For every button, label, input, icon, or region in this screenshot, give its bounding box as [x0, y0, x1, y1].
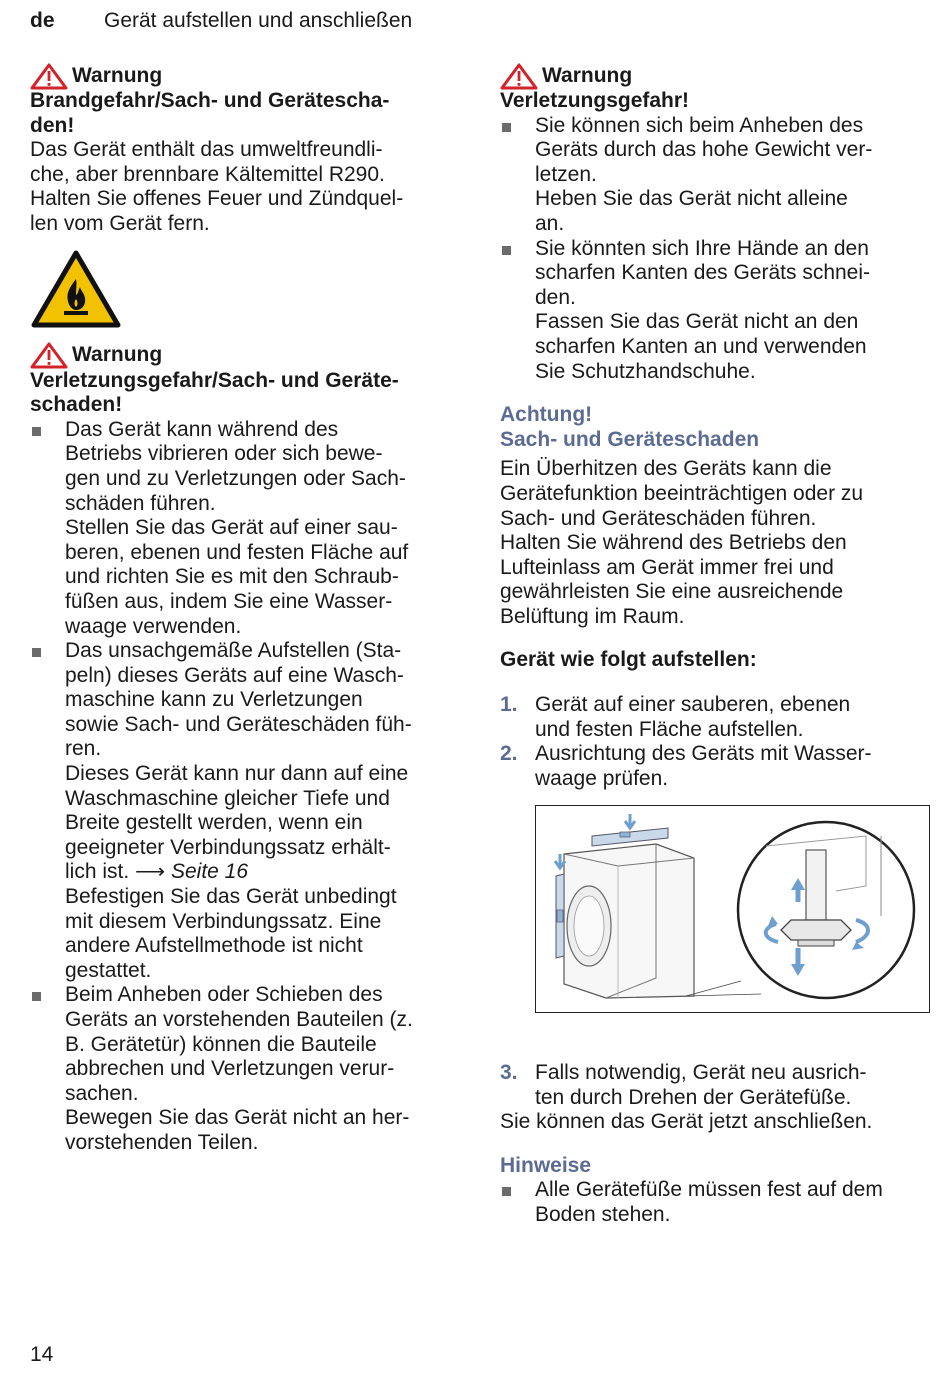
text-line: Lufteinlass am Gerät immer frei und [500, 555, 834, 579]
text-fragment: lich ist. [65, 860, 130, 884]
text-line: mit diesem Verbindungssatz. Eine [65, 909, 382, 933]
connect-text: Sie können das Gerät jetzt anschließen. [500, 1110, 873, 1134]
list-item [30, 983, 470, 1155]
text-line: Gerät auf einer sauberen, ebenen [535, 693, 851, 717]
text-line: len vom Gerät fern. [30, 211, 210, 235]
text-line: an. [535, 211, 565, 235]
page-number: 14 [30, 1343, 54, 1366]
list-item [30, 418, 470, 639]
text-line: Das Gerät enthält das umweltfreundli- [30, 138, 383, 162]
warning-label: Warnung [72, 63, 163, 87]
text-line: Bewegen Sie das Gerät nicht an her- [65, 1106, 410, 1130]
text-line: Sie können sich beim Anheben des [535, 113, 864, 137]
notes-list [500, 1178, 932, 1227]
setup-steps [500, 693, 932, 791]
warning-label: Warnung [542, 63, 633, 87]
warning-text [30, 138, 470, 236]
language-code: de [30, 9, 55, 32]
warning-lifting [500, 63, 932, 384]
text-line: waage prüfen. [535, 766, 669, 790]
step-number: 3. [500, 1061, 518, 1085]
page-header [30, 8, 412, 34]
notes-title: Hinweise [500, 1153, 592, 1177]
left-column [30, 63, 470, 1156]
notes-block [500, 1154, 932, 1228]
section-title: Gerät aufstellen und anschließen [104, 9, 413, 32]
text-line: Halten Sie während des Betriebs den [500, 531, 847, 555]
warning-injury [30, 343, 470, 1156]
text-line: Gerätefunktion beeinträchtigen oder zu [500, 481, 864, 505]
text-line: Boden stehen. [535, 1203, 671, 1226]
text-line: sowie Sach- und Geräteschäden füh- [65, 712, 412, 736]
text-line: Fassen Sie das Gerät nicht an den [535, 310, 859, 334]
text-line: scharfen Kanten an und verwenden [535, 334, 867, 358]
text-line: Stellen Sie das Gerät auf einer sau- [65, 516, 398, 540]
text-line: waage verwenden. [65, 614, 242, 638]
warning-heading: Verletzungsgefahr/Sach- und Geräte- [30, 368, 399, 392]
text-line: Beim Anheben oder Schieben des [65, 983, 383, 1007]
dryer-leveling-illustration [535, 805, 930, 1013]
warning-triangle-icon [30, 63, 68, 90]
text-line: Sie könnten sich Ihre Hände an den [535, 236, 869, 260]
warning-heading: Brandgefahr/Sach- und Gerätescha- [30, 89, 390, 112]
text-line: den. [535, 285, 576, 309]
list-item [500, 237, 932, 385]
text-line: gewährleisten Sie eine ausreichende [500, 580, 844, 604]
text-line: beren, ebenen und festen Fläche auf [65, 540, 409, 564]
text-line: B. Gerätetür) können die Bauteile [65, 1032, 377, 1056]
text-line: Befestigen Sie das Gerät unbedingt [65, 885, 397, 909]
warning-list [500, 114, 932, 385]
text-line: abbrechen und Verletzungen verur- [65, 1057, 395, 1081]
text-line: und richten Sie es mit den Schraub- [65, 565, 399, 589]
warning-list [30, 418, 470, 1156]
text-line: gestattet. [65, 958, 152, 982]
list-item [30, 639, 470, 983]
text-line: Geräts an vorstehenden Bauteilen (z. [65, 1008, 413, 1031]
text-line: geeigneter Verbindungssatz erhält- [65, 835, 391, 859]
warning-fire [30, 63, 470, 237]
step-item [500, 1061, 932, 1110]
text-line: gen und zu Verletzungen oder Sach- [65, 466, 406, 490]
text-line: füßen aus, indem Sie eine Wasser- [65, 589, 393, 613]
text-line: maschine kann zu Verletzungen [65, 688, 363, 712]
caution-block [500, 403, 932, 629]
text-line: Geräts durch das hohe Gewicht ver- [535, 138, 873, 162]
caution-title: Achtung! [500, 403, 593, 427]
page-link[interactable]: Seite 16 [170, 860, 249, 884]
text-line: sachen. [65, 1081, 139, 1105]
text-line: Das Gerät kann während des [65, 417, 339, 441]
list-item [500, 114, 932, 237]
warning-heading: Verletzungsgefahr! [500, 89, 690, 112]
text-line: letzen. [535, 162, 597, 186]
text-line: scharfen Kanten des Geräts schnei- [535, 261, 871, 285]
step-number: 2. [500, 742, 518, 766]
step-item [500, 693, 932, 742]
text-line: schäden führen. [65, 491, 216, 515]
text-line: ten durch Drehen der Gerätefüße. [535, 1085, 852, 1109]
text-line: Heben Sie das Gerät nicht alleine [535, 187, 848, 211]
flammable-warning-icon [30, 249, 122, 329]
text-line: Dieses Gerät kann nur dann auf eine [65, 762, 409, 786]
text-line: Sie Schutzhandschuhe. [535, 359, 756, 383]
text-line: Waschmaschine gleicher Tiefe und [65, 786, 390, 810]
text-line: Ein Überhitzen des Geräts kann die [500, 457, 832, 481]
warning-label: Warnung [72, 343, 163, 367]
text-line: andere Aufstellmethode ist nicht [65, 934, 363, 958]
text-line: vorstehenden Teilen. [65, 1130, 259, 1154]
setup-heading: Gerät wie folgt aufstellen: [500, 648, 757, 672]
list-item [500, 1178, 932, 1227]
page-reference [65, 860, 470, 885]
step-number: 1. [500, 693, 518, 717]
text-line: Alle Gerätefüße müssen fest auf dem [535, 1178, 883, 1202]
warning-triangle-icon [500, 63, 538, 90]
text-line: Belüftung im Raum. [500, 604, 685, 628]
caution-text [500, 457, 932, 629]
step-item [500, 742, 932, 791]
text-line: Betriebs vibrieren oder sich bewe- [65, 442, 383, 466]
right-column [500, 63, 932, 1228]
warning-triangle-icon [30, 342, 68, 369]
text-line: Falls notwendig, Gerät neu ausrich- [535, 1061, 867, 1085]
text-line: Das unsachgemäße Aufstellen (Sta- [65, 639, 402, 663]
text-line: ren. [65, 737, 102, 761]
text-line: Ausrichtung des Geräts mit Wasser- [535, 742, 872, 766]
text-line: Breite gestellt werden, wenn ein [65, 811, 363, 835]
warning-heading: den! [30, 113, 75, 137]
text-line: che, aber brennbare Kältemittel R290. [30, 162, 385, 186]
warning-heading: schaden! [30, 393, 123, 417]
text-line: Sach- und Geräteschäden führen. [500, 506, 817, 530]
caution-subtitle: Sach- und Geräteschaden [500, 427, 760, 451]
setup-steps-continued [500, 1061, 932, 1110]
arrow-right-icon: ⟶ [135, 860, 166, 884]
text-line: Halten Sie offenes Feuer und Zündquel- [30, 187, 404, 211]
text-line: peln) dieses Geräts auf eine Wasch- [65, 663, 404, 687]
text-line: und festen Fläche aufstellen. [535, 717, 804, 741]
